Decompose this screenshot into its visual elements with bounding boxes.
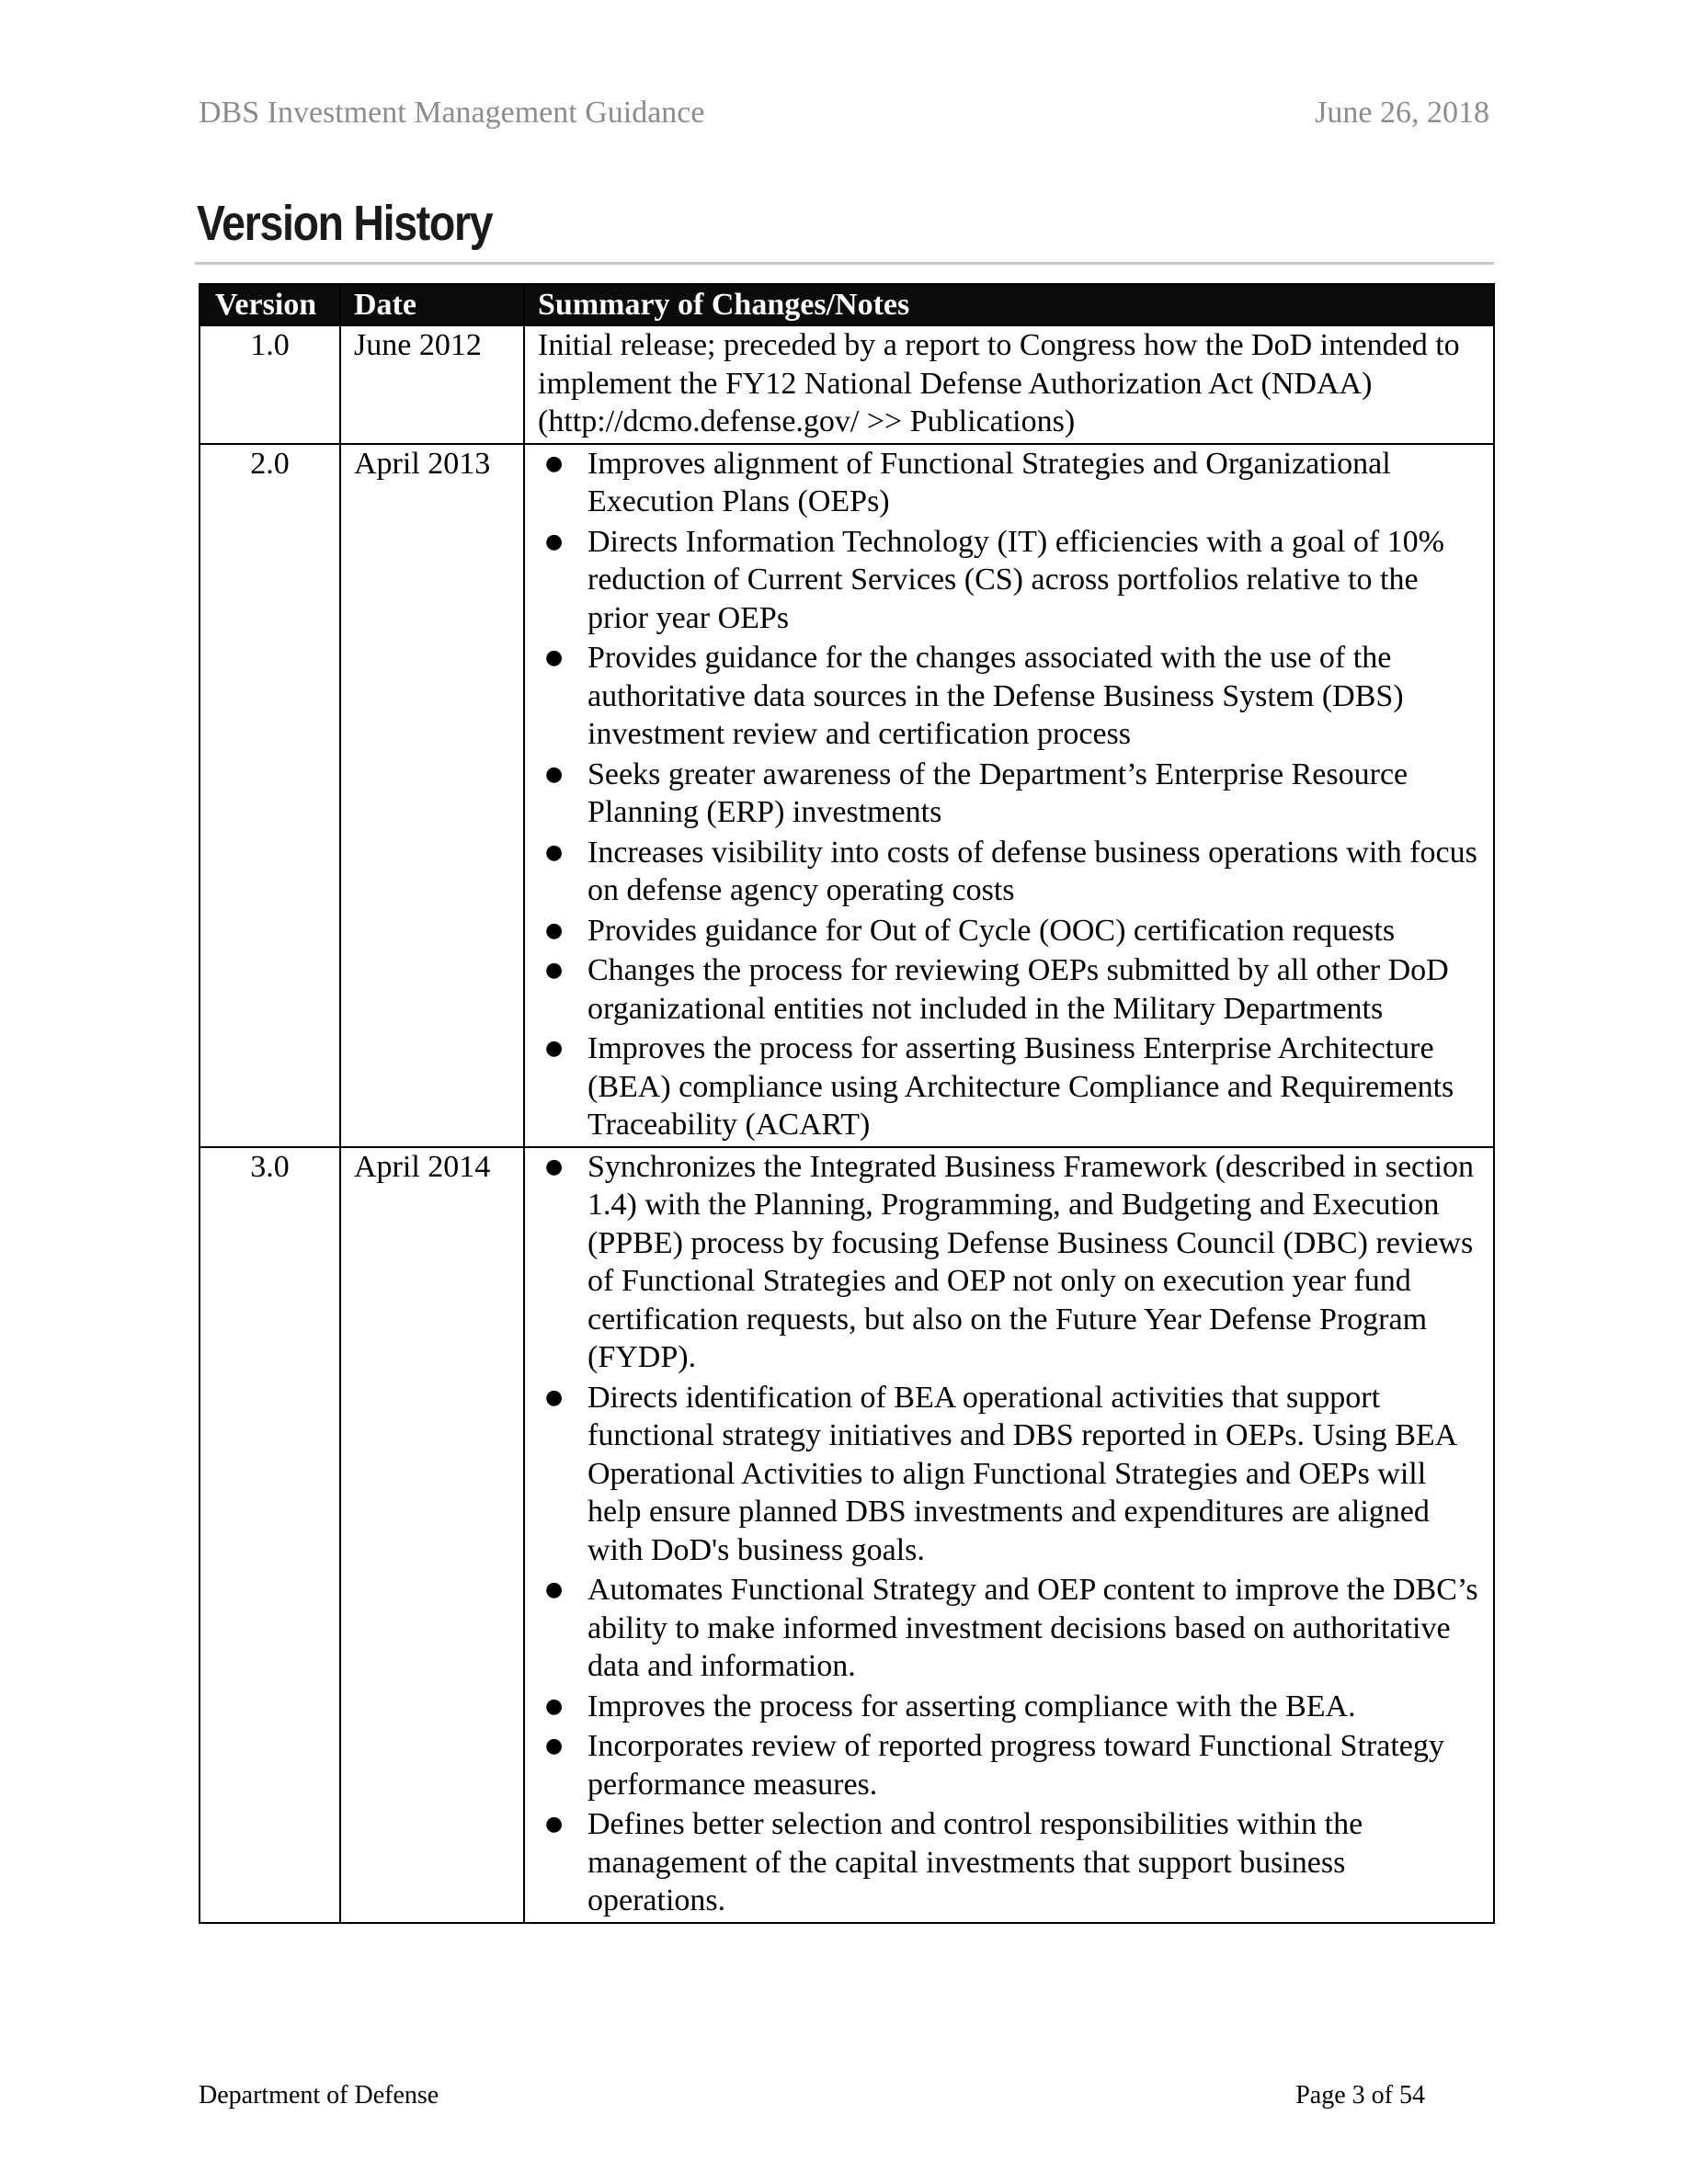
bullet-icon: ● xyxy=(545,529,564,553)
list-item-text: Incorporates review of reported progress toward Functional Strategy performance measures. xyxy=(587,1729,1444,1802)
table-row xyxy=(200,444,1494,1147)
list-item xyxy=(538,756,1484,832)
list-item-text: Directs Information Technology (IT) efficiencies with a goal of 10% reduction of Current Services (CS) across portfolios relative to the prior year OEPs xyxy=(587,524,1444,635)
list-item-text: Automates Functional Strategy and OEP content to improve the DBC’s ability to make informed investment decisions based on authoritative data and information. xyxy=(587,1573,1478,1683)
list-item xyxy=(538,445,1484,521)
header-date: June 26, 2018 xyxy=(1315,96,1489,130)
date-cell: April 2014 xyxy=(340,1147,524,1923)
running-footer xyxy=(199,2081,1425,2110)
list-item-text: Provides guidance for the changes associated with the use of the authoritative data sources in the Defense Business System (DBS) investment review and certification process xyxy=(587,641,1404,751)
list-item-text: Defines better selection and control responsibilities within the management of the capital investments that support business operations. xyxy=(587,1807,1363,1917)
bullet-icon: ● xyxy=(545,918,564,942)
footer-organization: Department of Defense xyxy=(199,2081,439,2110)
page-number: Page 3 of 54 xyxy=(1295,2081,1425,2110)
list-item-text: Directs identification of BEA operational activities that support functional strategy initiatives and DBS reported in OEPs. Using BEA Operational Activities to align Functional Strategies and OEPs will help ensure planned DBS investments and expenditures are aligned with DoD's business goals. xyxy=(587,1380,1456,1567)
bullet-icon: ● xyxy=(545,1813,564,1836)
table-row xyxy=(200,325,1494,444)
table-row xyxy=(200,1147,1494,1923)
change-list xyxy=(538,1148,1484,1920)
summary-cell xyxy=(524,1147,1494,1923)
list-item-text: Seeks greater awareness of the Department’s Enterprise Resource Planning (ERP) investments xyxy=(587,756,1409,829)
column-header-summary: Summary of Changes/Notes xyxy=(524,284,1494,325)
list-item xyxy=(538,951,1484,1028)
change-list xyxy=(538,445,1484,1144)
version-history-table xyxy=(199,283,1495,1924)
bullet-icon: ● xyxy=(545,1578,564,1601)
list-item xyxy=(538,523,1484,638)
list-item xyxy=(538,1148,1484,1377)
list-item-text: Provides guidance for Out of Cycle (OOC) certification requests xyxy=(587,913,1396,948)
list-item xyxy=(538,1805,1484,1920)
summary-cell xyxy=(524,444,1494,1147)
bullet-icon: ● xyxy=(545,1037,564,1060)
date-cell: June 2012 xyxy=(340,325,524,444)
list-item-text: Increases visibility into costs of defense business operations with focus on defense agency operating costs xyxy=(587,835,1477,907)
version-cell: 2.0 xyxy=(200,444,340,1147)
list-item xyxy=(538,912,1484,950)
column-header-version: Version xyxy=(200,284,340,325)
bullet-icon: ● xyxy=(545,762,564,786)
list-item xyxy=(538,1571,1484,1686)
bullet-icon: ● xyxy=(545,1385,564,1409)
list-item-text: Synchronizes the Integrated Business Framework (described in section 1.4) with the Planning, Programming, and Budgeting and Execution (PPBE) process by focusing Defense Business Council (DBC) reviews of Functional Strategies and OEP not only on execution year fund certification requests, but also on the Future Year Defense Program (FYDP). xyxy=(587,1149,1475,1374)
bullet-icon: ● xyxy=(545,840,564,864)
list-item xyxy=(538,834,1484,910)
bullet-icon: ● xyxy=(545,1155,564,1178)
list-item-text: Improves the process for asserting compliance with the BEA. xyxy=(587,1689,1356,1723)
list-item-text: Changes the process for reviewing OEPs submitted by all other DoD organizational entities not included in the Military Departments xyxy=(587,953,1449,1026)
version-cell: 1.0 xyxy=(200,325,340,444)
header-document-title: DBS Investment Management Guidance xyxy=(199,96,705,130)
running-header xyxy=(199,96,1489,131)
bullet-icon: ● xyxy=(545,1735,564,1757)
column-header-date: Date xyxy=(340,284,524,325)
list-item xyxy=(538,1688,1484,1726)
bullet-icon: ● xyxy=(545,959,564,982)
summary-cell: Initial release; preceded by a report to Congress how the DoD intended to implement the FY12 National Defense Authorization Act (NDAA) (http://dcmo.defense.gov/ >> Publications) xyxy=(524,325,1494,444)
bullet-icon: ● xyxy=(545,451,564,475)
bullet-icon: ● xyxy=(545,1694,564,1718)
list-item-text: Improves alignment of Functional Strategies and Organizational Execution Plans (OEPs) xyxy=(587,446,1391,518)
section-title: Version History xyxy=(197,196,493,251)
list-item xyxy=(538,1029,1484,1144)
version-cell: 3.0 xyxy=(200,1147,340,1923)
list-item xyxy=(538,1727,1484,1803)
bullet-icon: ● xyxy=(545,646,564,669)
list-item xyxy=(538,639,1484,754)
list-item xyxy=(538,1379,1484,1570)
date-cell: April 2013 xyxy=(340,444,524,1147)
list-item-text: Improves the process for asserting Business Enterprise Architecture (BEA) compliance using Architecture Compliance and Requirements Traceability (ACART) xyxy=(587,1031,1454,1142)
title-rule xyxy=(195,262,1494,265)
table-header-row xyxy=(200,284,1494,325)
